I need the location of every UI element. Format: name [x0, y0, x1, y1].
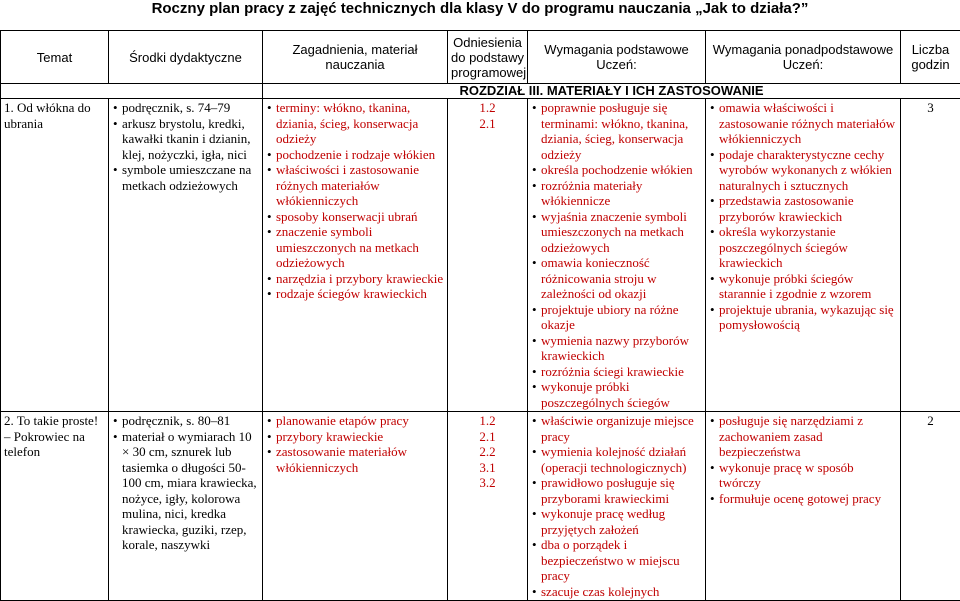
list-item: • dba o porządek i bezpieczeństwo w miejscu pracy [541, 537, 702, 584]
list-item: • wykonuje pracę w sposób twórczy [719, 460, 897, 491]
list-item: • sposoby konserwacji ubrań [276, 209, 444, 225]
row-hours: 2 [901, 412, 960, 601]
row-topics [263, 412, 448, 601]
list-item: • rozróżnia materiały włókiennicze [541, 178, 702, 209]
table-row [1, 99, 960, 412]
row-references: 1.2 2.1 [448, 99, 528, 412]
list-item: • omawia konieczność różnicowania stroju w zależności od okazji [541, 255, 702, 302]
list-item: • wymienia kolejność działań (operacji technologicznych) [541, 444, 702, 475]
list-item: • formułuje ocenę gotowej pracy [719, 491, 897, 507]
list-item: • przedstawia zastosowanie przyborów krawieckich [719, 193, 897, 224]
document-title: Roczny plan pracy z zajęć technicznych dla klasy V do programu nauczania „Jak to działa?” [0, 0, 960, 18]
section-title: ROZDZIAŁ III. MATERIAŁY I ICH ZASTOSOWANIE [263, 84, 960, 99]
list-item: • znaczenie symboli umieszczonych na metkach odzieżowych [276, 224, 444, 271]
header-ponadpodstawowe: Wymagania ponadpodstawowe Uczeń: [706, 31, 901, 84]
list-item: • pochodzenie i rodzaje włókien [276, 147, 444, 163]
row-advanced-requirements [706, 99, 901, 412]
row-resources [109, 412, 263, 601]
row-basic-requirements [528, 99, 706, 412]
header-row [1, 31, 960, 84]
row-basic-requirements [528, 412, 706, 601]
row-resources [109, 99, 263, 412]
list-item: • projektuje ubrania, wykazując się pomysłowością [719, 302, 897, 333]
list-item: • określa pochodzenie włókien [541, 162, 702, 178]
list-item: • podręcznik, s. 74–79 [122, 100, 259, 116]
row-hours: 3 [901, 99, 960, 412]
list-item: • wyjaśnia znaczenie symboli umieszczonych na metkach odzieżowych [541, 209, 702, 256]
list-item: • właściwie organizuje miejsce pracy [541, 413, 702, 444]
list-item: • podaje charakterystyczne cechy wyrobów wykonanych z włókien naturalnych i sztucznych [719, 147, 897, 194]
list-item: • podręcznik, s. 80–81 [122, 413, 259, 429]
list-item: • szacuje czas kolejnych [541, 584, 702, 600]
list-item: • rozróżnia ściegi krawieckie [541, 364, 702, 380]
list-item: • rodzaje ściegów krawieckich [276, 286, 444, 302]
list-item: • arkusz brystolu, kredki, kawałki tkanin i dzianin, klej, nożyczki, igła, nici [122, 116, 259, 163]
list-item: • symbole umieszczane na metkach odzieżowych [122, 162, 259, 193]
list-item: • wykonuje próbki poszczególnych ściegów [541, 379, 702, 410]
header-zagadnienia: Zagadnienia, materiał nauczania [263, 31, 448, 84]
table-row [1, 412, 960, 601]
list-item: • wykonuje pracę według przyjętych założeń [541, 506, 702, 537]
list-item: • omawia właściwości i zastosowanie różnych materiałów włókienniczych [719, 100, 897, 147]
list-item: • przybory krawieckie [276, 429, 444, 445]
header-odniesienia: Odniesienia do podstawy programowej [448, 31, 528, 84]
row-references: 1.2 2.1 2.2 3.1 3.2 [448, 412, 528, 601]
list-item: • posługuje się narzędziami z zachowaniem zasad bezpieczeństwa [719, 413, 897, 460]
list-item: • prawidłowo posługuje się przyborami krawieckimi [541, 475, 702, 506]
row-topic: 2. To takie proste! – Pokrowiec na telefon [1, 412, 109, 601]
list-item: • wymienia nazwy przyborów krawieckich [541, 333, 702, 364]
list-item: • materiał o wymiarach 10 × 30 cm, sznurek lub tasiemka o długości 50-100 cm, miara krawiecka, nożyce, igły, kolorowa mulina, nici, kredka krawiecka, guziki, rzep, korale, naszywki [122, 429, 259, 553]
list-item: • terminy: włókno, tkanina, dziania, ścieg, konserwacja odzieży [276, 100, 444, 147]
list-item: • projektuje ubiory na różne okazje [541, 302, 702, 333]
header-srodki: Środki dydaktyczne [109, 31, 263, 84]
list-item: • planowanie etapów pracy [276, 413, 444, 429]
list-item: • zastosowanie materiałów włókienniczych [276, 444, 444, 475]
header-godzin: Liczba godzin [901, 31, 960, 84]
list-item: • poprawnie posługuje się terminami: włókno, tkanina, dziania, ścieg, konserwacja odzieży [541, 100, 702, 162]
header-temat: Temat [1, 31, 109, 84]
row-topic: 1. Od włókna do ubrania [1, 99, 109, 412]
row-topics [263, 99, 448, 412]
list-item: • właściwości i zastosowanie różnych materiałów włókienniczych [276, 162, 444, 209]
header-podstawowe: Wymagania podstawowe Uczeń: [528, 31, 706, 84]
list-item: • wykonuje próbki ściegów starannie i zgodnie z wzorem [719, 271, 897, 302]
list-item: • określa wykorzystanie poszczególnych ściegów krawieckich [719, 224, 897, 271]
row-advanced-requirements [706, 412, 901, 601]
list-item: • narzędzia i przybory krawieckie [276, 271, 444, 287]
plan-table [0, 30, 960, 601]
